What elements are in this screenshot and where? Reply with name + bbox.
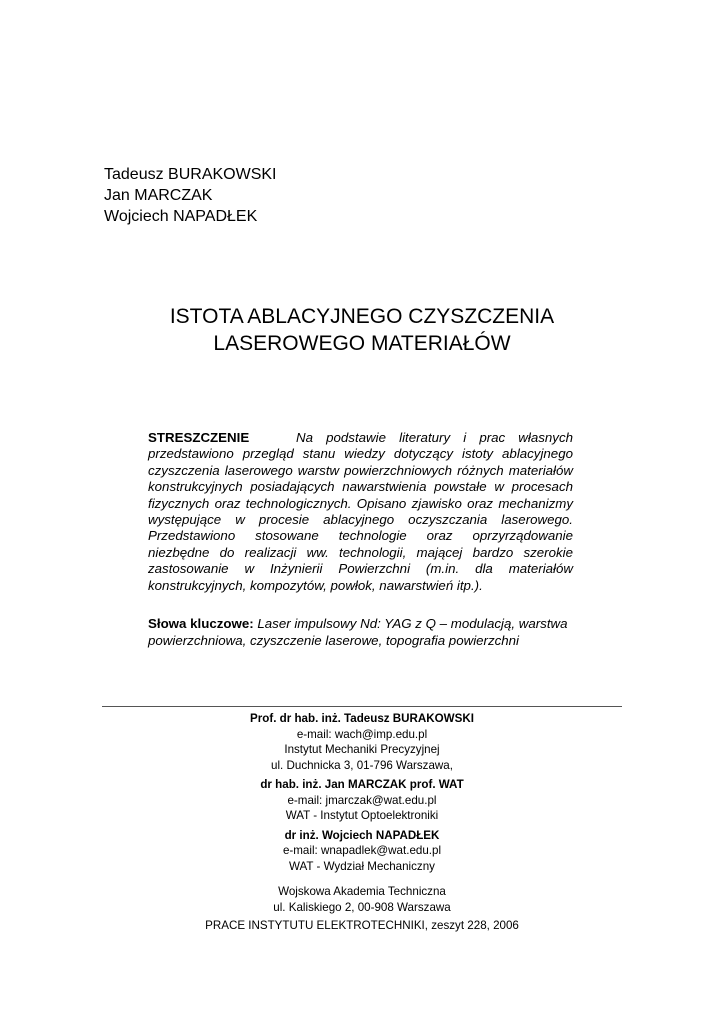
author-list xyxy=(104,164,277,227)
institution-address: ul. Kaliskiego 2, 00-908 Warszawa xyxy=(273,900,451,914)
institution-block xyxy=(100,884,624,915)
affiliations xyxy=(100,711,624,919)
affiliation-name: dr hab. inż. Jan MARCZAK prof. WAT xyxy=(260,778,464,791)
abstract xyxy=(148,430,573,594)
journal-footer: PRACE INSTYTUTU ELEKTROTECHNIKI, zeszyt 228, 2006 xyxy=(205,919,519,932)
keywords xyxy=(148,615,576,649)
affiliation-block xyxy=(100,828,624,875)
affiliation-institute: Instytut Mechaniki Precyzyjnej xyxy=(284,743,440,756)
affiliation-institute: WAT - Instytut Optoelektroniki xyxy=(285,809,439,822)
affiliation-institute: WAT - Wydział Mechaniczny xyxy=(289,859,435,873)
affiliation-email: e-mail: wnapadlek@wat.edu.pl xyxy=(282,844,442,857)
affiliation-email: e-mail: jmarczak@wat.edu.pl xyxy=(287,793,437,807)
divider xyxy=(102,706,622,707)
title-line: LASEROWEGO MATERIAŁÓW xyxy=(213,332,511,355)
author-name: Jan MARCZAK xyxy=(104,187,213,204)
abstract-text: Na podstawie literatury i prac własnych przedstawiono przegląd stanu wiedzy dotyczący istoty ablacyjnego czyszczenia laserowego warstw powierzchniowych różnych materiałów konstrukcyjnych posiadających nawarstwienia powstałe w procesach fizycznych oraz technologicznych. Opisano zjawisko oraz mechanizmy występujące w procesie ablacyjnego oczyszczania laserowego. Przedstawiono stosowane technologie oraz oprzyrządowanie niezbędne do realizacji ww. technologii, mającej bardzo szerokie zastosowanie w Inżynierii Powierzchni (m.in. dla materiałów konstrukcyjnych, kompozytów, powłok, nawarstwień itp.). xyxy=(148,430,573,593)
affiliation-address: ul. Duchnicka 3, 01-796 Warszawa, xyxy=(271,758,453,772)
affiliation-name: Prof. dr hab. inż. Tadeusz BURAKOWSKI xyxy=(250,712,474,725)
author-name: Tadeusz BURAKOWSKI xyxy=(104,166,277,183)
affiliation-block xyxy=(100,777,624,824)
affiliation-block xyxy=(100,711,624,773)
paper-title xyxy=(100,303,624,357)
keywords-label: Słowa kluczowe: xyxy=(148,616,254,631)
abstract-label: STRESZCZENIE xyxy=(148,430,250,445)
affiliation-email: e-mail: wach@imp.edu.pl xyxy=(296,727,428,741)
keywords-text: Laser impulsowy Nd: YAG z Q – modulacją, warstwa powierzchniowa, czyszczenie laserowe, topografia powierzchni xyxy=(148,616,568,648)
title-line: ISTOTA ABLACYJNEGO CZYSZCZENIA xyxy=(169,305,555,328)
author-name: Wojciech NAPADŁEK xyxy=(104,208,258,225)
institution-name: Wojskowa Akademia Techniczna xyxy=(278,885,446,898)
affiliation-name: dr inż. Wojciech NAPADŁEK xyxy=(284,828,440,842)
